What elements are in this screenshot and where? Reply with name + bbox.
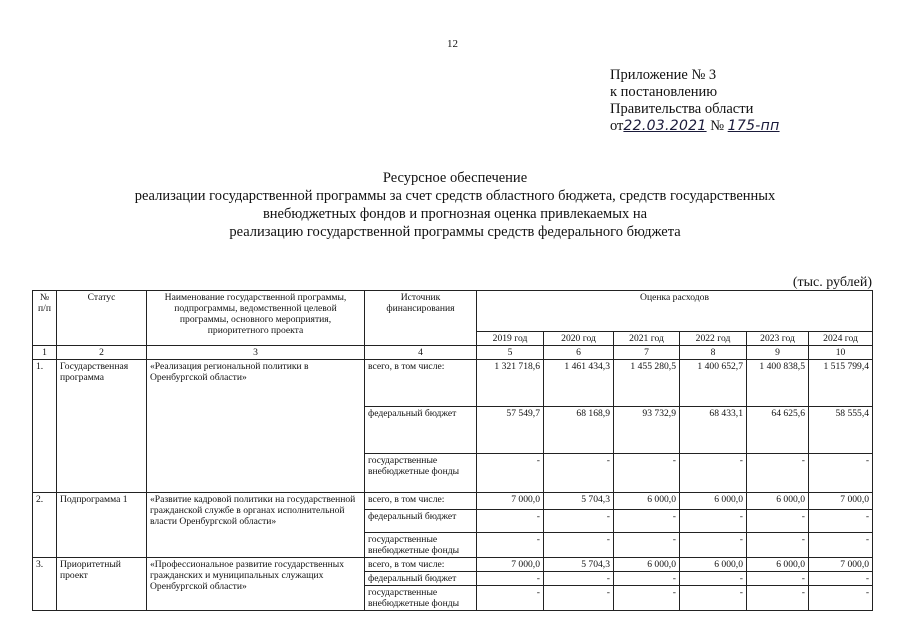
- value-cell: 58 555,4: [809, 407, 873, 454]
- value-cell: -: [680, 454, 747, 493]
- value-cell: -: [614, 533, 680, 558]
- row-source: федеральный бюджет: [365, 572, 477, 586]
- value-cell: -: [747, 510, 809, 533]
- value-cell: -: [809, 586, 873, 611]
- value-cell: -: [614, 572, 680, 586]
- title-line-4: реализацию государственной программы средств федерального бюджета: [229, 224, 681, 240]
- document-title: [60, 169, 850, 241]
- value-cell: 1 400 652,7: [680, 360, 747, 407]
- header-source: Источник финансирования: [365, 291, 477, 346]
- value-cell: -: [544, 586, 614, 611]
- value-cell: -: [747, 454, 809, 493]
- row-source: государственные внебюджетные фонды: [365, 586, 477, 611]
- value-cell: -: [809, 572, 873, 586]
- value-cell: -: [680, 533, 747, 558]
- value-cell: 64 625,6: [747, 407, 809, 454]
- row-status: Подпрограмма 1: [57, 493, 147, 558]
- value-cell: -: [680, 586, 747, 611]
- value-cell: 57 549,7: [477, 407, 544, 454]
- row-num: 1.: [33, 360, 57, 493]
- value-cell: -: [544, 454, 614, 493]
- header-row-1: [33, 291, 873, 332]
- value-cell: 93 732,9: [614, 407, 680, 454]
- value-cell: 5 704,3: [544, 493, 614, 510]
- header-estimate: Оценка расходов: [477, 291, 873, 332]
- row-num: 3.: [33, 558, 57, 611]
- value-cell: -: [477, 533, 544, 558]
- value-cell: -: [747, 533, 809, 558]
- value-cell: 1 400 838,5: [747, 360, 809, 407]
- row-name: «Реализация региональной политики в Оренбургской области»: [147, 360, 365, 493]
- title-line-1: Ресурсное обеспечение: [382, 170, 528, 186]
- column-index: 10: [809, 346, 873, 360]
- header-year: 2020 год: [544, 332, 614, 346]
- header-status: Статус: [57, 291, 147, 346]
- appendix-line-2: к постановлению: [610, 84, 718, 100]
- decree-date: 22.03.2021: [623, 118, 707, 134]
- column-index: 1: [33, 346, 57, 360]
- value-cell: 68 433,1: [680, 407, 747, 454]
- value-cell: -: [809, 454, 873, 493]
- table-row: [33, 493, 873, 510]
- row-source: федеральный бюджет: [365, 407, 477, 454]
- column-index-row: [33, 346, 873, 360]
- value-cell: -: [544, 533, 614, 558]
- column-index: 3: [147, 346, 365, 360]
- row-status: Приоритетный проект: [57, 558, 147, 611]
- title-line-2: реализации государственной программы за счет средств областного бюджета, средств государственных: [134, 188, 776, 204]
- row-name: «Профессиональное развитие государственных гражданских и муниципальных служащих Оренбургской области»: [147, 558, 365, 611]
- units-label: (тыс. рублей): [792, 275, 872, 290]
- column-index: 5: [477, 346, 544, 360]
- value-cell: 7 000,0: [809, 558, 873, 572]
- value-cell: 1 455 280,5: [614, 360, 680, 407]
- row-status: Государственная программа: [57, 360, 147, 493]
- value-cell: -: [809, 510, 873, 533]
- column-index: 7: [614, 346, 680, 360]
- header-year: 2024 год: [809, 332, 873, 346]
- header-name: Наименование государственной программы, подпрограммы, ведомственной целевой программы, основного мероприятия, приоритетного проекта: [147, 291, 365, 346]
- value-cell: -: [614, 510, 680, 533]
- column-index: 6: [544, 346, 614, 360]
- value-cell: 7 000,0: [809, 493, 873, 510]
- appendix-line-3: Правительства области: [610, 101, 754, 117]
- row-source: государственные внебюджетные фонды: [365, 533, 477, 558]
- column-index: 4: [365, 346, 477, 360]
- title-line-3: внебюджетных фондов и прогнозная оценка привлекаемых на: [262, 206, 648, 222]
- value-cell: 6 000,0: [680, 558, 747, 572]
- column-index: 9: [747, 346, 809, 360]
- header-year: 2023 год: [747, 332, 809, 346]
- column-index: 2: [57, 346, 147, 360]
- value-cell: 6 000,0: [614, 558, 680, 572]
- value-cell: -: [809, 533, 873, 558]
- value-cell: -: [747, 586, 809, 611]
- value-cell: -: [477, 510, 544, 533]
- row-name: «Развитие кадровой политики на государственной гражданской службе в органах исполнительной власти Оренбургской области»: [147, 493, 365, 558]
- row-num: 2.: [33, 493, 57, 558]
- value-cell: 1 515 799,4: [809, 360, 873, 407]
- value-cell: 7 000,0: [477, 558, 544, 572]
- value-cell: 6 000,0: [747, 493, 809, 510]
- value-cell: -: [477, 586, 544, 611]
- row-source: государственные внебюджетные фонды: [365, 454, 477, 493]
- value-cell: -: [544, 510, 614, 533]
- appendix-line-1: Приложение № 3: [610, 67, 717, 83]
- value-cell: -: [544, 572, 614, 586]
- column-index: 8: [680, 346, 747, 360]
- value-cell: 1 321 718,6: [477, 360, 544, 407]
- value-cell: 5 704,3: [544, 558, 614, 572]
- value-cell: 68 168,9: [544, 407, 614, 454]
- header-year: 2022 год: [680, 332, 747, 346]
- appendix-block: [610, 67, 780, 135]
- value-cell: -: [614, 586, 680, 611]
- row-source: всего, в том числе:: [365, 558, 477, 572]
- value-cell: 6 000,0: [680, 493, 747, 510]
- table-row: [33, 360, 873, 407]
- budget-table: [32, 290, 873, 611]
- value-cell: -: [477, 454, 544, 493]
- row-source: всего, в том числе:: [365, 360, 477, 407]
- value-cell: -: [680, 572, 747, 586]
- decree-number: 175-пп: [727, 118, 780, 134]
- row-source: всего, в том числе:: [365, 493, 477, 510]
- value-cell: -: [680, 510, 747, 533]
- table-row: [33, 558, 873, 572]
- header-year: 2019 год: [477, 332, 544, 346]
- page-number: 12: [447, 38, 458, 50]
- appendix-date-line: [610, 118, 780, 135]
- value-cell: -: [614, 454, 680, 493]
- date-prefix: от: [610, 118, 624, 134]
- number-sign: №: [710, 118, 725, 134]
- row-source: федеральный бюджет: [365, 510, 477, 533]
- value-cell: 1 461 434,3: [544, 360, 614, 407]
- value-cell: -: [477, 572, 544, 586]
- value-cell: 6 000,0: [614, 493, 680, 510]
- value-cell: -: [747, 572, 809, 586]
- value-cell: 6 000,0: [747, 558, 809, 572]
- value-cell: 7 000,0: [477, 493, 544, 510]
- header-year: 2021 год: [614, 332, 680, 346]
- header-num: № п/п: [33, 291, 57, 346]
